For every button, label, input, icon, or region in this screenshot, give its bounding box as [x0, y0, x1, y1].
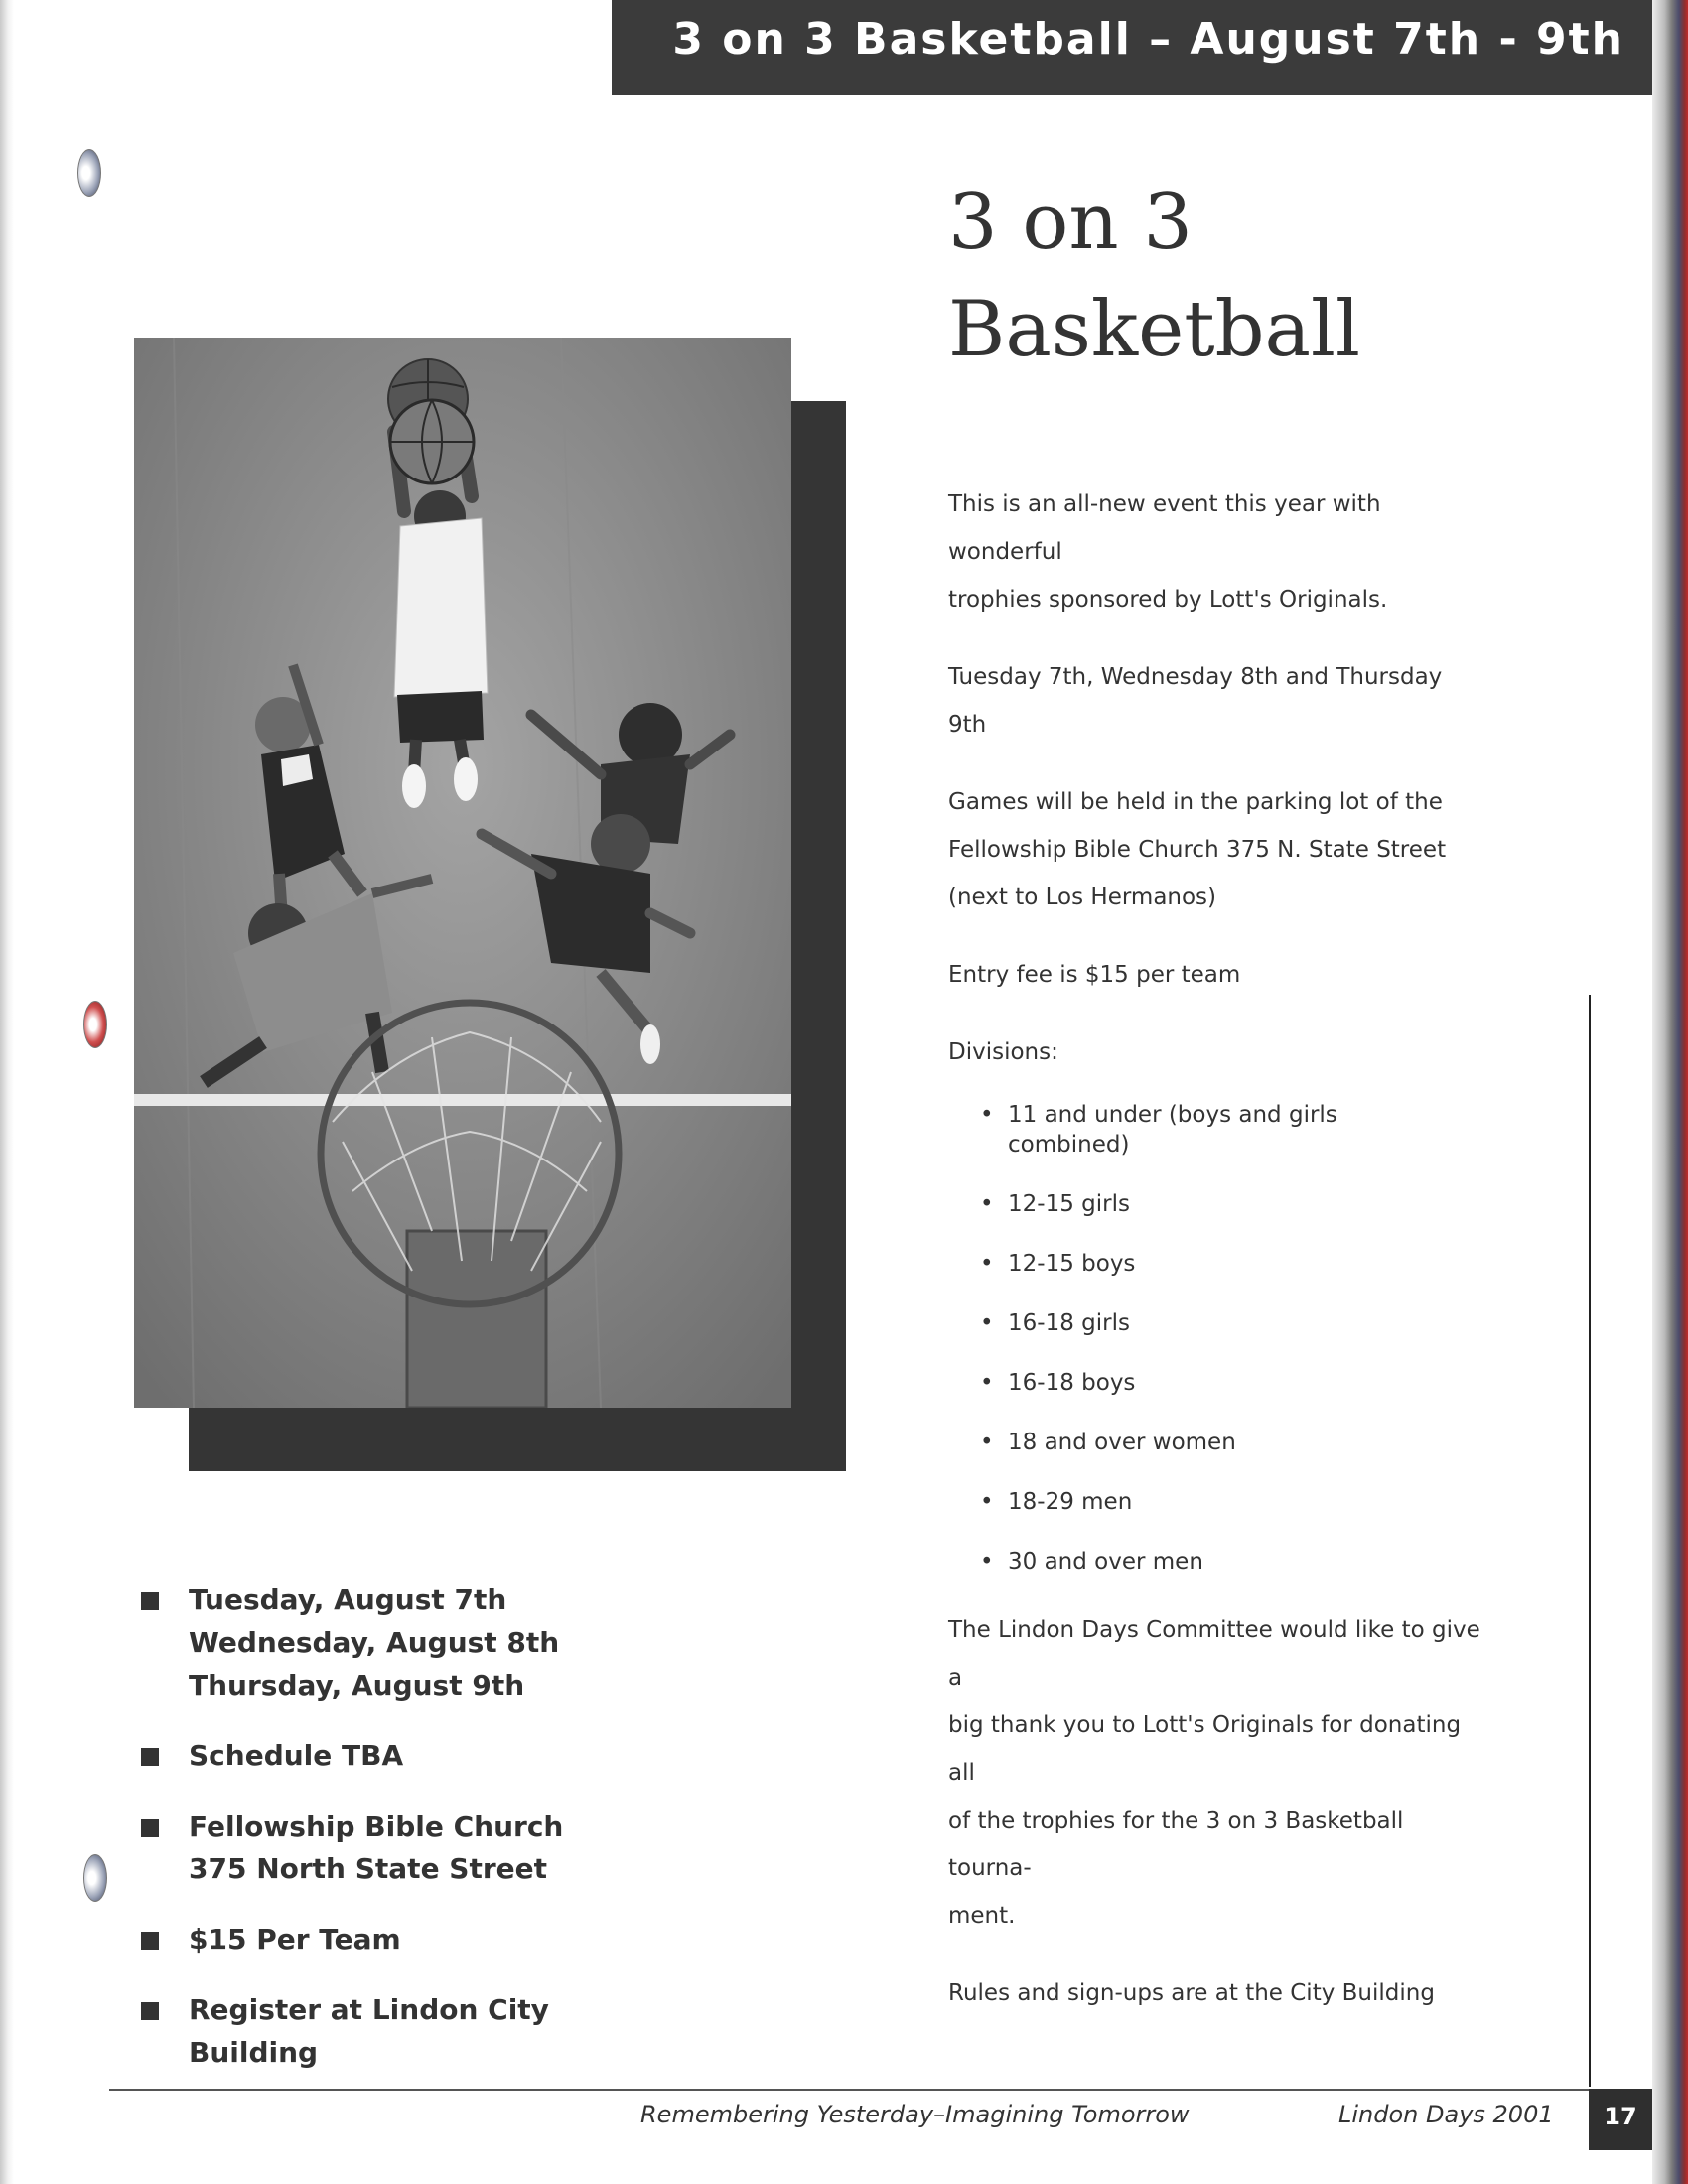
fact-line: Fellowship Bible Church [189, 1810, 564, 1843]
fact-fee [137, 1918, 653, 1961]
division-label: 30 and over men [1008, 1549, 1203, 1574]
fact-line: Wednesday, August 8th [189, 1626, 560, 1659]
bullet-dot-icon: • [980, 1102, 994, 1128]
footer-tagline: Remembering Yesterday–Imagining Tomorrow [640, 2101, 1190, 2128]
entry-fee: Entry fee is $15 per team [948, 962, 1241, 988]
intro-line: trophies sponsored by Lott's Originals. [948, 587, 1388, 613]
footer-rule [109, 2089, 1591, 2091]
header-title: 3 on 3 Basketball – August 7th - 9th [672, 14, 1624, 65]
bullet-square-icon [141, 2002, 159, 2020]
binder-hole-icon [77, 149, 101, 197]
bullet-dot-icon: • [980, 1191, 994, 1217]
bullet-square-icon [141, 1932, 159, 1950]
location-line: Games will be held in the parking lot of the [948, 789, 1443, 815]
quick-facts [137, 1578, 653, 2102]
fact-dates [137, 1578, 653, 1706]
location-line: Fellowship Bible Church 375 N. State Street [948, 837, 1447, 863]
intro-paragraph [948, 480, 1484, 623]
basketball-photo [134, 338, 791, 1408]
page-title-line2: Basketball [948, 285, 1360, 374]
fact-location [137, 1805, 653, 1890]
bullet-dot-icon: • [980, 1430, 994, 1455]
division-label: 18 and over women [1008, 1430, 1236, 1455]
bullet-dot-icon: • [980, 1310, 994, 1336]
bullet-dot-icon: • [980, 1370, 994, 1396]
fact-line: 375 North State Street [189, 1852, 548, 1885]
bullet-dot-icon: • [980, 1251, 994, 1277]
division-label: 12-15 girls [1008, 1191, 1130, 1217]
event-dates: Tuesday 7th, Wednesday 8th and Thursday 9th [948, 664, 1443, 738]
fact-line: Thursday, August 9th [189, 1669, 525, 1702]
rules-note: Rules and sign-ups are at the City Building [948, 1980, 1435, 2006]
basketball-illustration [134, 338, 791, 1408]
bullet-square-icon [141, 1748, 159, 1766]
basketball-ball [390, 400, 474, 483]
bullet-square-icon [141, 1592, 159, 1610]
thanks-line: big thank you to Lott's Originals for donating all [948, 1712, 1462, 1786]
division-item [980, 1308, 1345, 1338]
binder-hole-icon [83, 1001, 107, 1048]
fact-line: Tuesday, August 7th [189, 1583, 507, 1616]
footer-event: Lindon Days 2001 [1338, 2101, 1554, 2128]
binder-hole-icon [83, 1854, 107, 1902]
page-edge-right [1652, 0, 1688, 2184]
fact-schedule [137, 1734, 653, 1777]
bullet-dot-icon: • [980, 1549, 994, 1574]
division-label: 11 and under (boys and girls combined) [1008, 1102, 1337, 1158]
division-item [980, 1487, 1345, 1517]
fact-line: Register at Lindon City Building [189, 1993, 549, 2069]
page-edge-left [0, 0, 14, 2184]
location-line: (next to Los Hermanos) [948, 885, 1217, 910]
event-details [948, 480, 1484, 2047]
fact-line: $15 Per Team [189, 1923, 401, 1956]
page-number: 17 [1589, 2089, 1652, 2150]
fact-line: Schedule TBA [189, 1739, 404, 1772]
division-item [980, 1100, 1345, 1160]
division-item [980, 1189, 1345, 1219]
division-label: 12-15 boys [1008, 1251, 1136, 1277]
division-label: 16-18 boys [1008, 1370, 1136, 1396]
thanks-line: The Lindon Days Committee would like to give a [948, 1617, 1480, 1691]
division-label: 18-29 men [1008, 1489, 1133, 1515]
vertical-rule [1589, 995, 1591, 2087]
division-label: 16-18 girls [1008, 1310, 1130, 1336]
division-item [980, 1547, 1345, 1576]
bullet-dot-icon: • [980, 1489, 994, 1515]
divisions-heading: Divisions: [948, 1039, 1058, 1065]
thanks-line: ment. [948, 1903, 1016, 1929]
bullet-square-icon [141, 1819, 159, 1837]
fact-register [137, 1988, 653, 2074]
division-item [980, 1428, 1345, 1457]
header-band [612, 0, 1652, 95]
thanks-line: of the trophies for the 3 on 3 Basketball tourna- [948, 1808, 1404, 1881]
thanks-paragraph [948, 1606, 1484, 1940]
page-title-line1: 3 on 3 [948, 178, 1194, 267]
divisions-list [948, 1100, 1484, 1576]
division-item [980, 1249, 1345, 1279]
division-item [980, 1368, 1345, 1398]
page-title [948, 169, 1360, 383]
location-paragraph [948, 778, 1484, 921]
intro-line: This is an all-new event this year with wonderful [948, 491, 1381, 565]
